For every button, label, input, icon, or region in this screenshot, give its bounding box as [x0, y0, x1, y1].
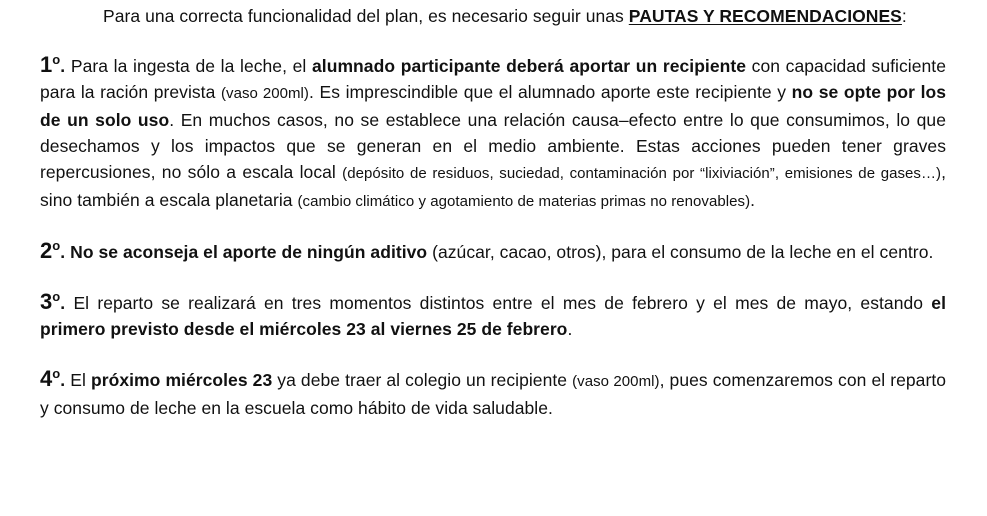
- item-small-text: (vaso 200ml): [220, 85, 309, 102]
- intro-emphasis: PAUTAS Y RECOMENDACIONES: [628, 6, 902, 26]
- item-number-dot: .: [60, 242, 66, 262]
- item-text: , sino también a escala planetaria: [40, 162, 947, 210]
- intro-text: Para una correcta funcionalidad del plan, es necesario seguir unas: [103, 6, 629, 26]
- item-text: , pues comenzaremos con el reparto y consumo de leche en la escuela como hábito de vida saludable.: [40, 370, 947, 418]
- item-text: Para la ingesta de la leche, el: [65, 56, 313, 76]
- item-small-text: (cambio climático y agotamiento de materias primas no renovables): [297, 193, 751, 210]
- guideline-item-1: [40, 52, 946, 215]
- item-text: .: [750, 190, 756, 210]
- item-bold-text: no se opte por los de un solo uso: [40, 82, 947, 130]
- item-text: . Es imprescindible que el alumnado aporte este recipiente y: [308, 82, 792, 102]
- item-number: 4$^o$: [40, 366, 61, 391]
- item-text: .: [567, 319, 573, 339]
- item-text: ya debe traer al colegio un recipiente: [272, 370, 573, 390]
- item-text: con capacidad suficiente para la ración prevista: [40, 56, 946, 102]
- item-number: 3$^o$: [40, 289, 61, 314]
- intro-paragraph: [40, 3, 946, 29]
- item-bold-text: No se aconseja el aporte de ningún aditivo: [65, 242, 428, 262]
- item-text: (azúcar, cacao, otros), para el consumo de la leche en el centro.: [427, 242, 934, 262]
- item-number-dot: .: [60, 370, 66, 390]
- guideline-item-3: [40, 289, 946, 342]
- guideline-item-4: [40, 366, 946, 421]
- item-text: El: [65, 370, 91, 390]
- item-bold-text: el primero previsto desde el miércoles 23 al viernes 25 de febrero: [40, 293, 946, 339]
- item-bold-text: alumnado participante deberá aportar un recipiente: [312, 56, 747, 76]
- item-number: 2$^o$: [40, 238, 61, 263]
- item-text: El reparto se realizará en tres momentos distintos entre el mes de febrero y el mes de mayo, estando: [65, 293, 932, 313]
- intro-end: :: [901, 6, 907, 26]
- item-small-text: (depósito de residuos, suciedad, contaminación por “lixiviación”, emisiones de gases…): [342, 165, 942, 182]
- item-bold-text: próximo miércoles 23: [91, 370, 273, 390]
- item-small-text: (vaso 200ml): [572, 373, 660, 390]
- item-number-dot: .: [60, 293, 66, 313]
- item-number: 1$^o$: [40, 52, 61, 77]
- item-text: . En muchos casos, no se establece una relación causa–efecto entre lo que consumimos, lo que desechamos y los impactos que se generan en el medio ambiente. Estas acciones pueden tener graves repercusiones, no sólo a escala local: [40, 110, 946, 182]
- item-number-dot: .: [60, 56, 66, 76]
- guideline-item-2: [40, 238, 946, 265]
